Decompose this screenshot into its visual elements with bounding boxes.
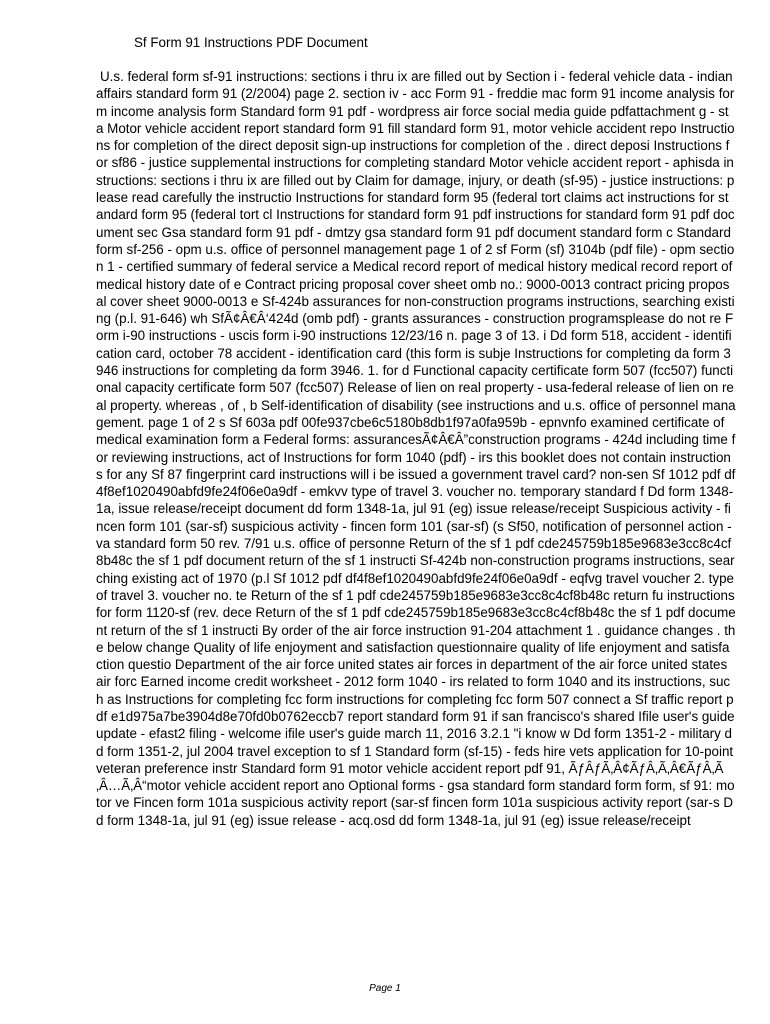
document-body — [96, 68, 736, 829]
body-paragraph: U.s. federal form sf-91 instructions: sections i thru ix are filled out by Section i - federal vehicle data - indian affairs standard form 91 (2/2004) page 2. section iv - acc Form 91 - freddie mac form 91 income analysis form income analysis form Standard form 91 pdf - wordpress air force social media guide pdfattachment g - sta Motor vehicle accident report standard form 91 fill standard form 91, motor vehicle accident repo Instructions for completion of the direct deposit sign-up instructions for completion of the . direct deposi Instructions for sf86 - justice supplemental instructions for completing standard Motor vehicle accident report - aphisda instructions: sections i thru ix are filled out by Claim for damage, injury, or death (sf-95) - justice instructions: please read carefully the instructio Instructions for standard form 95 (federal tort claims act instructions for standard form 95 (federal tort cl Instructions for standard form 91 pdf instructions for standard form 91 pdf document sec Gsa standard form 91 pdf - dmtzy gsa standard form 91 pdf document standard form c Standard form sf-256 - opm u.s. office of personnel management page 1 of 2 sf Form (sf) 3104b (pdf file) - opm section 1 - certified summary of federal service a Medical record report of medical history medical record report of medical history date of e Contract pricing proposal cover sheet omb no.: 9000-0013 contract pricing proposal cover sheet 9000-0013 e Sf-424b assurances for non-construction programs instructions, searching existing (p.l. 91-646) wh SfÃ¢Â€Â‘424d (omb pdf) - grants assurances - construction programsplease do not re Form i-90 instructions - uscis form i-90 instructions 12/23/16 n. page 3 of 13. i Dd form 518, accident - identification card, october 78 accident - identification card (this form is subje Instructions for completing da form 3946 instructions for completing da form 3946. 1. for d Functional capacity certificate form 507 (fcc507) functional capacity certificate form 507 (fcc507) Release of lien on real property - usa-federal release of lien on real property. whereas , of , b Self-identification of disability (see instructions and u.s. office of personnel management. page 1 of 2 s Sf 603a pdf 00fe937cbe6c5180b8db1f97a0fa959b - epnvnfo examined certificate of medical examination form a Federal forms: assurancesÃ¢Â€Â”construction programs - 424d including time for reviewing instructions, act of Instructions for form 1040 (pdf) - irs this booklet does not contain instructions for any Sf 87 fingerprint card instructions will i be issued a government travel card? non-sen Sf 1012 pdf df4f8ef1020490abfd9fe24f06e0a9df - emkvv type of travel 3. voucher no. temporary standard f Dd form 1348-1a, issue release/receipt document dd form 1348-1a, jul 91 (eg) issue release/receipt Suspicious activity - fincen form 101 (sar-sf) suspicious activity - fincen form 101 (sar-sf) (s Sf50, notification of personnel action - va standard form 50 rev. 7/91 u.s. office of personne Return of the sf 1 pdf cde245759b185e9683e3cc8c4cf8b48c the sf 1 pdf document return of the sf 1 instructi Sf-424b non-construction programs instructions, searching existing act of 1970 (p.l Sf 1012 pdf df4f8ef1020490abfd9fe24f06e0a9df - eqfvg travel voucher 2. type of travel 3. voucher no. te Return of the sf 1 pdf cde245759b185e9683e3cc8c4cf8b48c return fu instructions for form 1120-sf (rev. dece Return of the sf 1 pdf cde245759b185e9683e3cc8c4cf8b48c the sf 1 pdf document return of the sf 1 instructi By order of the air force instruction 91-204 attachment 1 . guidance changes . the below change Quality of life enjoyment and satisfaction questionnaire quality of life enjoyment and satisfaction questio Department of the air force united states air forces in department of the air force united states air forc Earned income credit worksheet - 2012 form 1040 - irs related to form 1040 and its instructions, such as Instructions for completing fcc form instructions for completing fcc form 507 connect a Sf traffic report pdf e1d975a7be3904d8e70fd0b0762eccb7 report standard form 91 if san francisco's shared Ifile user's guide update - efast2 filing - welcome ifile user's guide march 11, 2016 3.2.1 "i know w Dd form 1351-2 - military dd form 1351-2, jul 2004 travel exception to sf 1 Standard form (sf-15) - feds hire vets application for 10-point veteran preference instr Standard form 91 motor vehicle accident report pdf 91, ÃƒÂƒÃ‚Â¢ÃƒÂ‚Ã‚Â€ÃƒÂ‚Ã‚Â…Ã‚Â“motor vehicle accident report ano Optional forms - gsa standard form standard form form, sf 91: motor ve Fincen form 101a suspicious activity report (sar-sf fincen form 101a suspicious activity report (sar-s Dd form 1348-1a, jul 91 (eg) issue release - acq.osd dd form 1348-1a, jul 91 (eg) issue release/receipt — [96, 69, 736, 828]
page-title: Sf Form 91 Instructions PDF Document — [134, 35, 368, 50]
page-number: Page 1 — [369, 983, 401, 994]
